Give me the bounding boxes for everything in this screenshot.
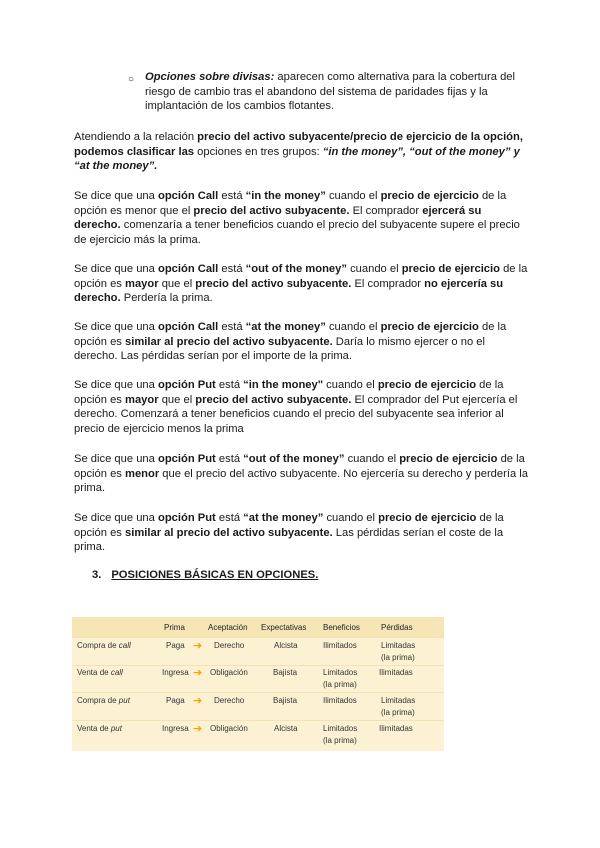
paragraph-call-itm (74, 189, 529, 247)
text: Se dice que una (74, 512, 158, 524)
cell-expectativas: Bajista (273, 668, 298, 677)
cell-perdidas: Limitadas (381, 696, 416, 705)
bold-text: opción Call (157, 263, 219, 275)
bold-text: precio de ejercicio (377, 379, 477, 391)
cell-perdidas-note: (la prima) (381, 708, 415, 717)
header-beneficios: Beneficios (323, 623, 360, 632)
cell-aceptacion: Derecho (214, 641, 245, 650)
cell-beneficios: Ilimitados (323, 696, 357, 705)
text: está (218, 321, 246, 333)
cell-prima: Paga (166, 696, 185, 705)
cell-beneficios: Ilimitados (323, 641, 357, 650)
cell-aceptacion: Obligación (210, 668, 248, 677)
bold-text: precio del activo subyacente. (195, 277, 352, 290)
bold-text: precio de ejercicio (380, 190, 479, 202)
bold-text: mayor (125, 277, 159, 290)
text: cuando el (325, 190, 381, 202)
paragraph-put-atm (74, 511, 529, 555)
cell-beneficios-note: (la prima) (323, 736, 357, 745)
label-text: Venta de (77, 724, 111, 733)
bold-text: opción Call (157, 321, 219, 333)
header-perdidas: Pérdidas (381, 623, 413, 632)
row-label (77, 695, 130, 707)
text: de la opción es (74, 512, 504, 539)
cell-perdidas: Ilimitadas (379, 724, 413, 733)
label-text: Venta de (77, 668, 111, 677)
bold-text: precio del activo subyacente/precio de ejercicio de la opción, podemos clasificar las (74, 131, 523, 158)
text: Se dice que una (74, 379, 158, 391)
text: que el precio del activo subyacente. No ejercería su derecho y perdería la prima. (74, 467, 528, 495)
row-divider (72, 720, 444, 721)
text: está (215, 453, 244, 465)
cell-perdidas: Ilimitadas (379, 668, 413, 677)
text: Se dice que una (74, 453, 158, 465)
cell-prima: Paga (166, 641, 185, 650)
row-divider (72, 665, 444, 666)
header-expectativas: Expectativas (261, 623, 307, 632)
options-positions-table (72, 617, 444, 751)
cell-beneficios: Limitados (323, 724, 358, 733)
bold-text: precio de ejercicio (401, 263, 500, 275)
label-italic: call (110, 668, 123, 677)
text: Se dice que una (74, 190, 158, 202)
cell-beneficios: Limitados (323, 668, 358, 677)
paragraph-put-itm (74, 378, 529, 436)
bold-text: precio del activo subyacente. (193, 204, 350, 217)
bullet-term: Opciones sobre divisas: (145, 71, 275, 83)
cell-aceptacion: Obligación (210, 724, 248, 733)
bold-text: “in the money” (245, 190, 326, 202)
bold-text: “out of the money” (243, 453, 345, 465)
cell-perdidas-note: (la prima) (381, 653, 415, 662)
cell-expectativas: Alcista (274, 641, 298, 650)
arrow-icon: ➔ (193, 723, 203, 735)
arrow-icon: ➔ (193, 695, 203, 707)
cell-prima: Ingresa (162, 724, 189, 733)
text: comenzaría a tener beneficios cuando el precio del subyacente supere el precio de ejercicio más la prima. (74, 219, 520, 246)
text: Se dice que una (74, 321, 158, 333)
text: Se dice que una (74, 263, 158, 275)
text: de la opción es (74, 379, 504, 406)
arrow-icon: ➔ (193, 640, 203, 652)
text: Perdería la prima. (120, 292, 213, 305)
header-aceptacion: Aceptación (208, 623, 248, 632)
label-text: Compra de (77, 696, 119, 705)
label-italic: call (118, 641, 131, 650)
text: de la opción es menor que el (74, 190, 507, 217)
text: Las pérdidas serían el coste de la prima. (74, 526, 504, 554)
bold-text: mayor (125, 393, 159, 406)
text: está (215, 379, 244, 391)
row-divider (72, 692, 444, 693)
label-italic: put (110, 724, 122, 733)
bold-text: similar al precio del activo subyacente. (125, 335, 333, 348)
text: está (215, 512, 244, 524)
text: Daría lo mismo ejercer o no el derecho. Las pérdidas serían por el importe de la prima. (74, 335, 486, 363)
bold-text: “in the money" (243, 379, 324, 391)
text: está (218, 263, 246, 275)
bold-text: opción Put (157, 453, 216, 465)
text: cuando el (346, 263, 402, 275)
label-italic: put (118, 696, 130, 705)
bold-text: ejercerá su derecho. (74, 204, 482, 232)
bold-text: “at the money” (245, 321, 326, 333)
bold-text: precio del activo subyacente. (195, 393, 352, 406)
row-label (77, 640, 131, 652)
text: de la opción es (74, 263, 528, 290)
text: cuando el (325, 321, 381, 333)
text: El comprador (349, 204, 423, 217)
bold-text: no ejercería su derecho. (74, 277, 504, 305)
paragraph-call-otm (74, 262, 529, 306)
bold-text: “out of the money” (245, 263, 347, 275)
row-label (77, 723, 122, 735)
arrow-icon: ➔ (193, 667, 203, 679)
cell-prima: Ingresa (162, 668, 189, 677)
bold-italic-text: “in the money”, “out of the money” y “at the money”. (74, 145, 520, 173)
cell-perdidas: Limitadas (381, 641, 416, 650)
text: opciones en tres grupos: (194, 145, 323, 158)
bold-text: similar al precio del activo subyacente. (125, 526, 333, 539)
section-number: 3. (92, 569, 102, 581)
bold-text: opción Call (157, 190, 219, 202)
bullet-marker: ○ (128, 74, 135, 85)
bullet-text: aparecen como alternativa para la cobertura del riesgo de cambio tras el abandono del sistema de paridades fijas y la implantación de los cambios flotantes. (145, 71, 516, 113)
cell-expectativas: Bajista (273, 696, 298, 705)
text: que el (158, 277, 196, 290)
text: que el (158, 393, 196, 406)
text: cuando el (323, 379, 378, 391)
text: cuando el (344, 453, 400, 465)
row-divider (72, 637, 444, 638)
bold-text: precio de ejercicio (399, 453, 498, 465)
bold-text: opción Put (157, 379, 216, 391)
bold-text: “at the money” (243, 512, 324, 524)
cell-expectativas: Alcista (274, 724, 298, 733)
bullet-paragraph (145, 70, 525, 114)
text: de la opción es (74, 321, 507, 348)
text: El comprador del Put ejercería el derecho. Comenzará a tener beneficios cuando el precio del subyacente sea inferior al precio de ejercicio menos la prima (74, 393, 518, 435)
cell-aceptacion: Derecho (214, 696, 245, 705)
bold-text: menor (125, 467, 160, 480)
label-text: Compra de (77, 641, 119, 650)
bold-text: precio de ejercicio (378, 512, 477, 524)
cell-beneficios-note: (la prima) (323, 680, 357, 689)
text: cuando el (323, 512, 379, 524)
section-heading (92, 568, 318, 582)
header-prima: Prima (164, 623, 185, 632)
text: de la opción es (74, 453, 525, 480)
intro-paragraph (74, 130, 529, 174)
bold-text: precio de ejercicio (380, 321, 479, 333)
paragraph-put-otm (74, 452, 529, 496)
text: Atendiendo a la relación (74, 131, 198, 143)
section-title: POSICIONES BÁSICAS EN OPCIONES. (111, 569, 319, 581)
text: está (218, 190, 246, 202)
row-label (77, 667, 123, 679)
bold-text: opción Put (157, 512, 216, 524)
paragraph-call-atm (74, 320, 529, 364)
text: El comprador (351, 277, 425, 290)
